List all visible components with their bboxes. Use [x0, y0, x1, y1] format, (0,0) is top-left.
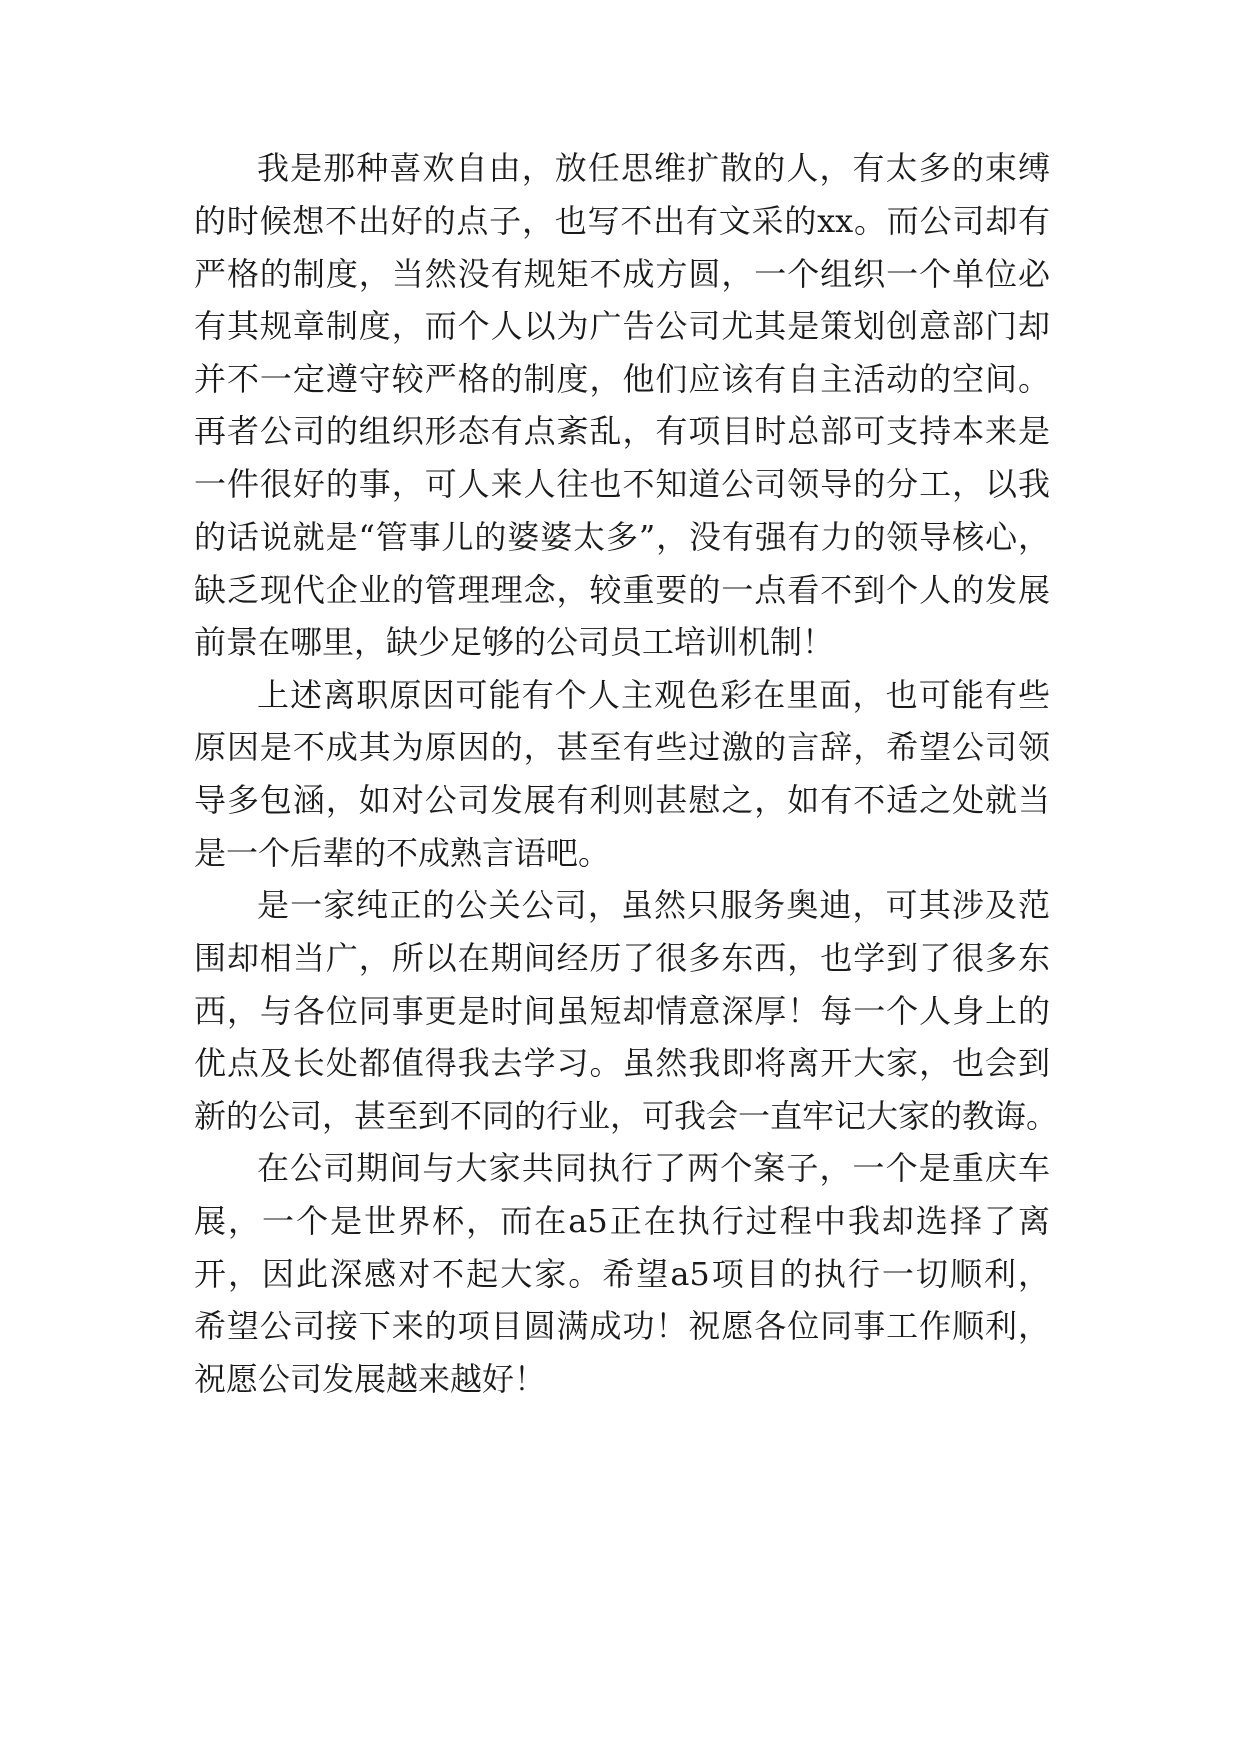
paragraph-line: 上述离职原因可能有个人主观色彩在里面，也可能有些 — [257, 676, 1050, 714]
paragraph-line: 有其规章制度，而个人以为广告公司尤其是策划创意部门却 — [194, 307, 1050, 345]
paragraph-line: 导多包涵，如对公司发展有利则甚慰之，如有不适之处就当 — [194, 781, 1050, 819]
paragraph-line: 并不一定遵守较严格的制度，他们应该有自主活动的空间。 — [194, 360, 1050, 398]
paragraph-line: 希望公司接下来的项目圆满成功！祝愿各位同事工作顺利， — [194, 1307, 1050, 1345]
paragraph-line: 展，一个是世界杯，而在a5正在执行过程中我却选择了离 — [194, 1202, 1050, 1240]
paragraph-line: 的话说就是“管事儿的婆婆太多”，没有强有力的领导核心， — [194, 518, 1050, 556]
paragraph-line: 是一个后辈的不成熟言语吧。 — [194, 834, 611, 872]
paragraph-line: 再者公司的组织形态有点紊乱，有项目时总部可支持本来是 — [194, 412, 1050, 450]
paragraph-line: 开，因此深感对不起大家。希望a5项目的执行一切顺利， — [194, 1255, 1050, 1293]
paragraph-line: 原因是不成其为原因的，甚至有些过激的言辞，希望公司领 — [194, 728, 1050, 766]
paragraph-line: 我是那种喜欢自由，放任思维扩散的人，有太多的束缚 — [257, 149, 1050, 187]
paragraph-line: 严格的制度，当然没有规矩不成方圆，一个组织一个单位必 — [194, 255, 1050, 293]
paragraph-line: 缺乏现代企业的管理理念，较重要的一点看不到个人的发展 — [194, 571, 1050, 609]
paragraph-line: 是一家纯正的公关公司，虽然只服务奥迪，可其涉及范 — [257, 886, 1050, 924]
paragraph-line: 的时候想不出好的点子，也写不出有文采的xx。而公司却有 — [194, 202, 1050, 240]
paragraph-line: 新的公司，甚至到不同的行业，可我会一直牢记大家的教诲。 — [194, 1097, 1059, 1135]
paragraph-line: 前景在哪里，缺少足够的公司员工培训机制！ — [194, 623, 835, 661]
paragraph-line: 优点及长处都值得我去学习。虽然我即将离开大家，也会到 — [194, 1044, 1050, 1082]
paragraph-line: 西，与各位同事更是时间虽短却情意深厚！每一个人身上的 — [194, 992, 1050, 1030]
paragraph-line: 围却相当广，所以在期间经历了很多东西，也学到了很多东 — [194, 939, 1050, 977]
paragraph-line: 祝愿公司发展越来越好！ — [194, 1360, 547, 1398]
paragraph-line: 一件很好的事，可人来人往也不知道公司领导的分工，以我 — [194, 465, 1050, 503]
paragraph-line: 在公司期间与大家共同执行了两个案子，一个是重庆车 — [257, 1149, 1050, 1187]
